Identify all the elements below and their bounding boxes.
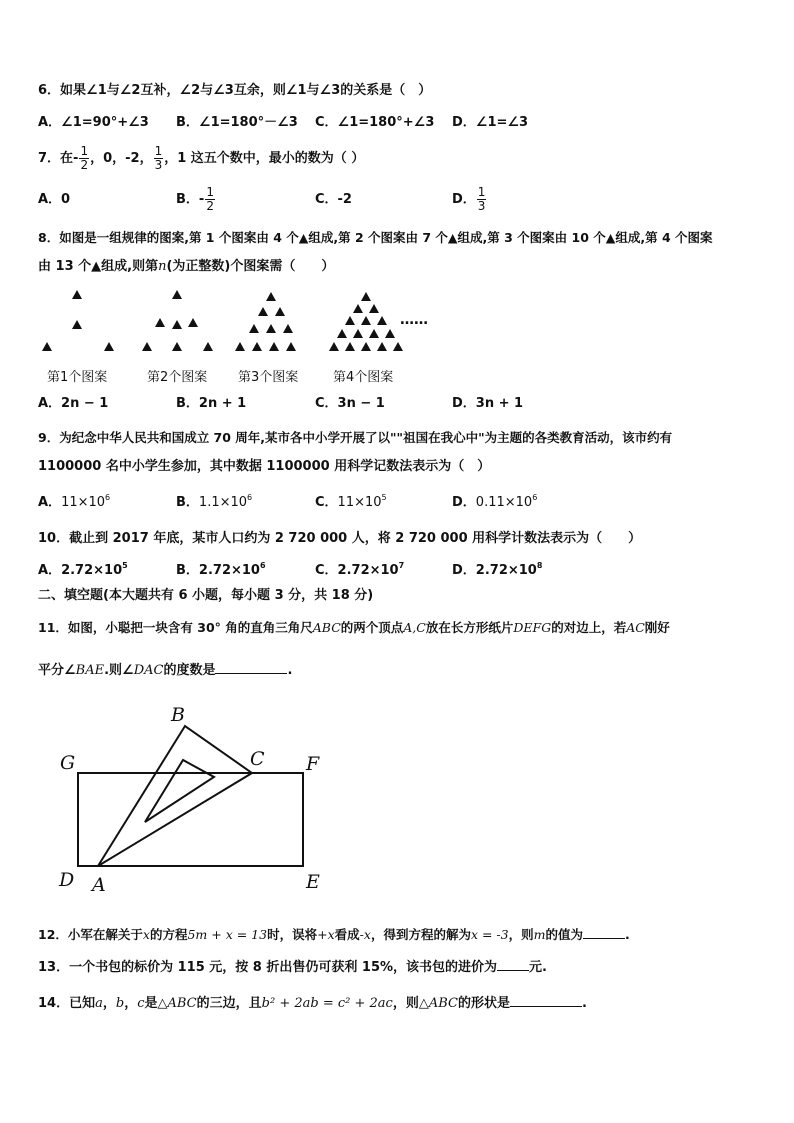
q13-answer-blank[interactable] <box>497 958 529 971</box>
q14-answer-blank[interactable] <box>510 994 582 1007</box>
q9-option-d: D．$0.11\times 10^6$ <box>452 493 538 510</box>
q14-stem: 14．已知a，b，c是△ABC的三边，且b² + 2ab = c² + 2ac，则△ABC的形状是 . <box>38 996 587 1011</box>
pattern-label-2: 第2个图案 <box>147 370 208 385</box>
q7-fraction-1: $\frac{1}{2}$ <box>80 144 89 172</box>
q7-fraction-2: $\frac{1}{3}$ <box>154 144 163 172</box>
q12-stem: 12．小军在解关于x的方程5m + x = 13时，误将+x看成-x，得到方程的解为x = -3，则m的值为 . <box>38 927 630 942</box>
triangle-pattern-figure <box>30 282 450 360</box>
q6-option-d: D．∠1=∠3 <box>452 115 529 130</box>
q9-stem-line2: 1100000 名中小学生参加，其中数据 1100000 用科学记数法表示为（ ） <box>38 459 491 474</box>
q7-stem-part-b: ，0，-2， <box>90 151 153 166</box>
label-f: F <box>306 753 320 775</box>
q10-option-b: B．$2.72\times 10^6$ <box>176 561 266 578</box>
label-e: E <box>306 871 320 893</box>
triangle-inner <box>145 760 214 822</box>
pattern-label-3: 第3个图案 <box>238 370 299 385</box>
q9-option-c: C．$11\times 10^5$ <box>315 493 387 510</box>
q9-option-b: B．$1.1\times 10^6$ <box>176 493 253 510</box>
q8-stem-line1: 8．如图是一组规律的图案,第 1 个图案由 4 个▲组成,第 2 个图案由 7 个▲组成,第 3 个图案由 10 个▲组成,第 4 个图案 <box>38 230 713 245</box>
pattern-ellipsis: …… <box>400 312 428 328</box>
q6-option-c: C．∠1=180°+∠3 <box>315 115 435 130</box>
q10-option-d: D．$2.72\times 10^8$ <box>452 561 543 578</box>
q6-stem: 6．如果∠1与∠2互补，∠2与∠3互余，则∠1与∠3的关系是（ ） <box>38 83 432 98</box>
q7-option-a: A．0 <box>38 192 71 207</box>
q7-stem-part-a: 7．在- <box>38 151 79 166</box>
q11-stem-line2: 平分∠BAE.则∠DAC的度数是 . <box>38 663 293 678</box>
q7-option-c: C．-2 <box>315 192 352 207</box>
label-c: C <box>250 748 265 770</box>
q6-option-b: B．∠1=180°－∠3 <box>176 115 298 130</box>
pattern-2 <box>142 290 213 351</box>
pattern-1 <box>42 290 114 351</box>
rectangle-defg <box>78 773 303 866</box>
q10-option-c: C．$2.72\times 10^7$ <box>315 561 405 578</box>
q8-option-c: C．3n − 1 <box>315 396 385 411</box>
label-d: D <box>59 869 75 891</box>
label-b: B <box>171 704 185 726</box>
q8-stem-line2: 由 13 个▲组成,则第n(为正整数)个图案需（ ） <box>38 259 335 274</box>
pattern-3 <box>235 292 296 351</box>
q7-stem <box>38 141 364 177</box>
section-2-heading: 二、填空题(本大题共有 6 小题，每小题 3 分，共 18 分) <box>38 588 374 603</box>
q10-stem: 10．截止到 2017 年底，某市人口约为 2 720 000 人，将 2 720 000 用科学计数法表示为（ ） <box>38 531 642 546</box>
q7-option-d: D． $\frac{1}{3}$ <box>452 185 486 213</box>
q11-stem-line1: 11．如图，小聪把一块含有 30° 角的直角三角尺ABC的两个顶点A,C放在长方形纸片DEFG的对边上，若AC刚好 <box>38 620 670 635</box>
q6-option-a: A．∠1=90°+∠3 <box>38 115 149 130</box>
q9-stem-line1: 9．为纪念中华人民共和国成立 70 周年,某市各中小学开展了以""祖国在我心中"为主题的各类教育活动，该市约有 <box>38 430 673 445</box>
q8-option-d: D．3n + 1 <box>452 396 524 411</box>
label-g: G <box>60 752 76 774</box>
q8-option-a: A．2n − 1 <box>38 396 109 411</box>
pattern-label-1: 第1个图案 <box>47 370 108 385</box>
q8-option-b: B．2n + 1 <box>176 396 247 411</box>
rectangle-triangle-figure <box>50 700 340 900</box>
label-a: A <box>92 874 106 896</box>
q13-stem: 13．一个书包的标价为 115 元，按 8 折出售仍可获利 15%，该书包的进价为 元. <box>38 960 547 975</box>
q10-option-a: A．$2.72\times 10^5$ <box>38 561 128 578</box>
q7-option-b: B．- $\frac{1}{2}$ <box>176 185 214 213</box>
pattern-4 <box>329 292 403 351</box>
q11-answer-blank[interactable] <box>215 661 287 674</box>
q12-answer-blank[interactable] <box>583 926 625 939</box>
pattern-label-4: 第4个图案 <box>333 370 394 385</box>
q9-option-a: A．$11\times 10^6$ <box>38 493 111 510</box>
triangle-outer <box>98 726 252 866</box>
q7-stem-part-c: ，1 这五个数中，最小的数为（ ） <box>164 151 365 166</box>
